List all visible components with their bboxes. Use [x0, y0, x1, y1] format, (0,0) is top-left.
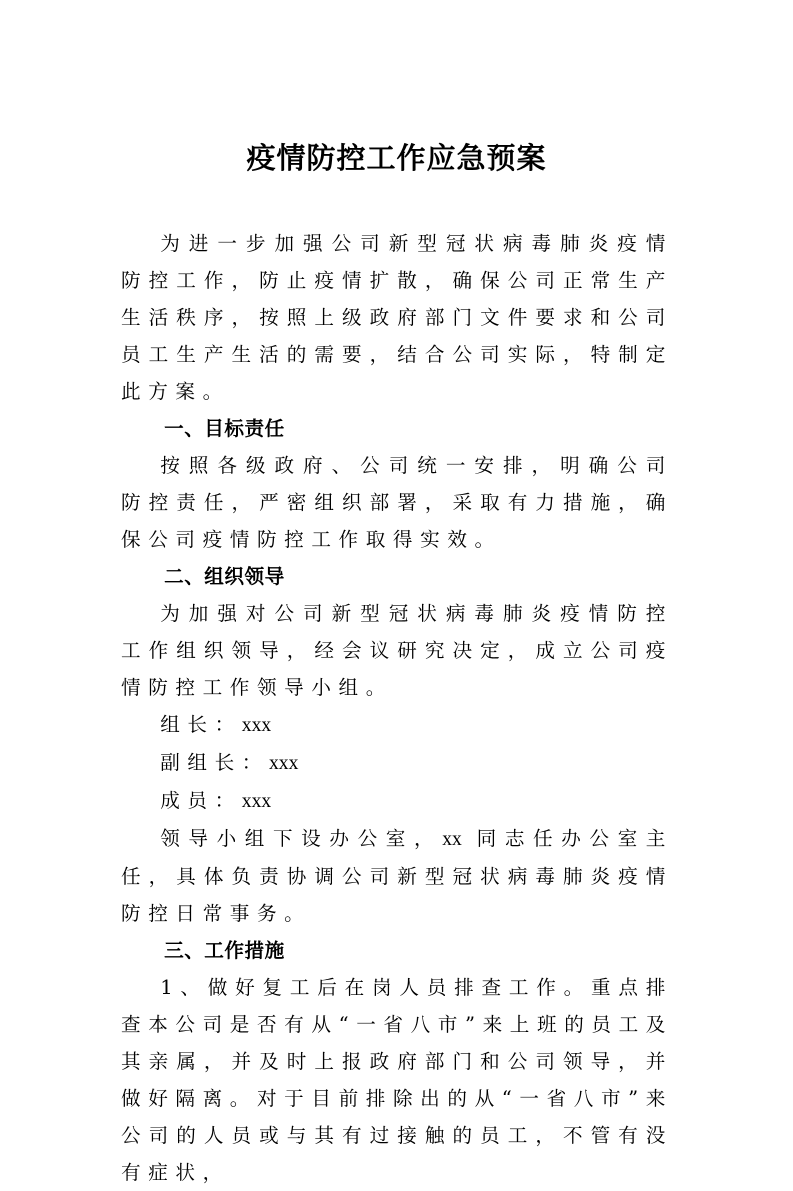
- member-role: 成员：: [160, 789, 242, 812]
- section-heading-measures: 三、工作措施: [164, 939, 285, 962]
- member-role: 组长：: [160, 713, 242, 736]
- member-name: xxx: [241, 791, 272, 812]
- document-title: 疫情防控工作应急预案: [246, 141, 547, 175]
- member-name: xxx: [241, 715, 272, 736]
- member-deputy-leader: [121, 744, 673, 782]
- office-director-name: xx: [442, 829, 462, 850]
- goals-paragraph: 按照各级政府、公司统一安排，明确公司防控责任，严密组织部署，采取有力措施，确保公司疫情防控工作取得实效。: [121, 454, 673, 551]
- member-members: [121, 782, 673, 820]
- document-body: [121, 225, 673, 1191]
- member-leader: [121, 706, 673, 744]
- measures-paragraph-1: 1、做好复工后在岗人员排查工作。重点排查本公司是否有从“一省八市”来上班的员工及其亲属，并及时上报政府部门和公司领导，并做好隔离。对于目前排除出的从“一省八市”来公司的人员或与其有过接触的员工，不管有没有症状，: [121, 976, 673, 1184]
- member-name: xxx: [268, 753, 299, 774]
- organization-paragraph: 为加强对公司新型冠状病毒肺炎疫情防控工作组织领导，经会议研究决定，成立公司疫情防控工作领导小组。: [121, 602, 673, 699]
- section-heading-goals: 一、目标责任: [164, 417, 285, 440]
- office-text-after: 同志任办公室主任，具体负责协调公司新型冠状病毒肺炎疫情防控日常事务。: [121, 827, 674, 925]
- section-heading-organization: 二、组织领导: [164, 565, 285, 588]
- office-paragraph: [121, 820, 673, 932]
- office-text-before: 领导小组下设办公室，: [160, 827, 443, 850]
- intro-paragraph: 为进一步加强公司新型冠状病毒肺炎疫情防控工作，防止疫情扩散，确保公司正常生产生活秩序，按照上级政府部门文件要求和公司员工生产生活的需要，结合公司实际，特制定此方案。: [121, 232, 673, 403]
- member-role: 副组长：: [160, 751, 269, 774]
